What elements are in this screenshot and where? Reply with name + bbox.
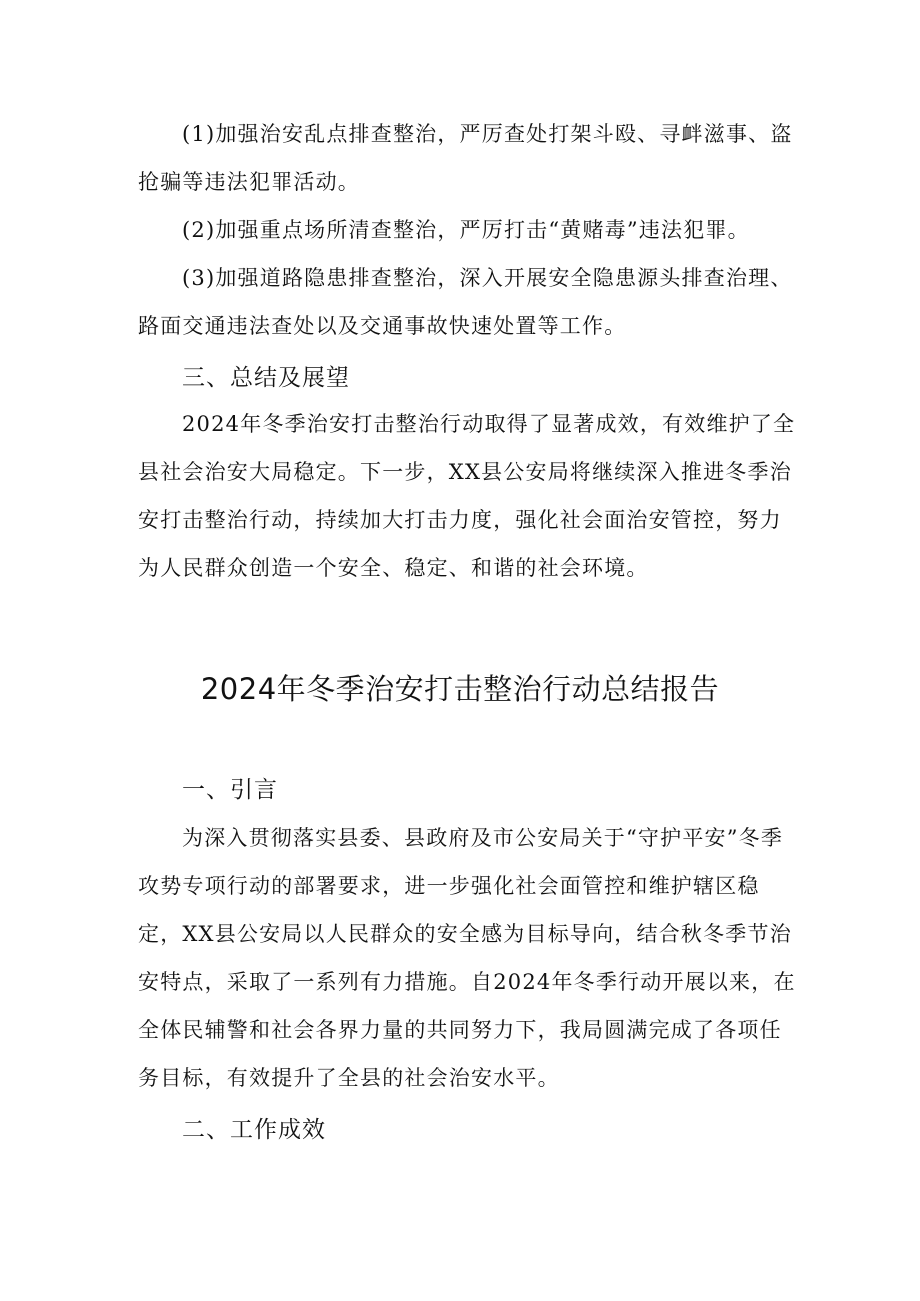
measure-item-1: (1)加强治安乱点排查整治，严厉查处打架斗殴、寻衅滋事、盗抢骗等违法犯罪活动。 [138, 122, 793, 194]
measure-item-3: (3)加强道路隐患排查整治，深入开展安全隐患源头排查治理、路面交通违法查处以及交通事故快速处置等工作。 [138, 266, 793, 338]
measure-item-2: (2)加强重点场所清查整治，严厉打击“黄赌毒”违法犯罪。 [182, 218, 750, 242]
section-heading-results: 二、工作成效 [182, 1117, 326, 1143]
report-title: 2024年冬季治安打击整治行动总结报告 [200, 672, 720, 706]
introduction-paragraph: 为深入贯彻落实县委、县政府及市公安局关于“守护平安”冬季攻势专项行动的部署要求，进一步强化社会面管控和维护辖区稳定，XX县公安局以人民群众的安全感为目标导向，结合秋冬季节治安特点，采取了一系列有力措施。自2024年冬季行动开展以来，在全体民辅警和社会各界力量的共同努力下，我局圆满完成了各项任务目标，有效提升了全县的社会治安水平。 [138, 826, 796, 1090]
section-heading-summary: 三、总结及展望 [182, 365, 350, 391]
summary-paragraph: 2024年冬季治安打击整治行动取得了显著成效，有效维护了全县社会治安大局稳定。下一步，XX县公安局将继续深入推进冬季治安打击整治行动，持续加大打击力度，强化社会面治安管控，努力为人民群众创造一个安全、稳定、和谐的社会环境。 [138, 412, 796, 580]
section-heading-introduction: 一、引言 [182, 777, 278, 803]
